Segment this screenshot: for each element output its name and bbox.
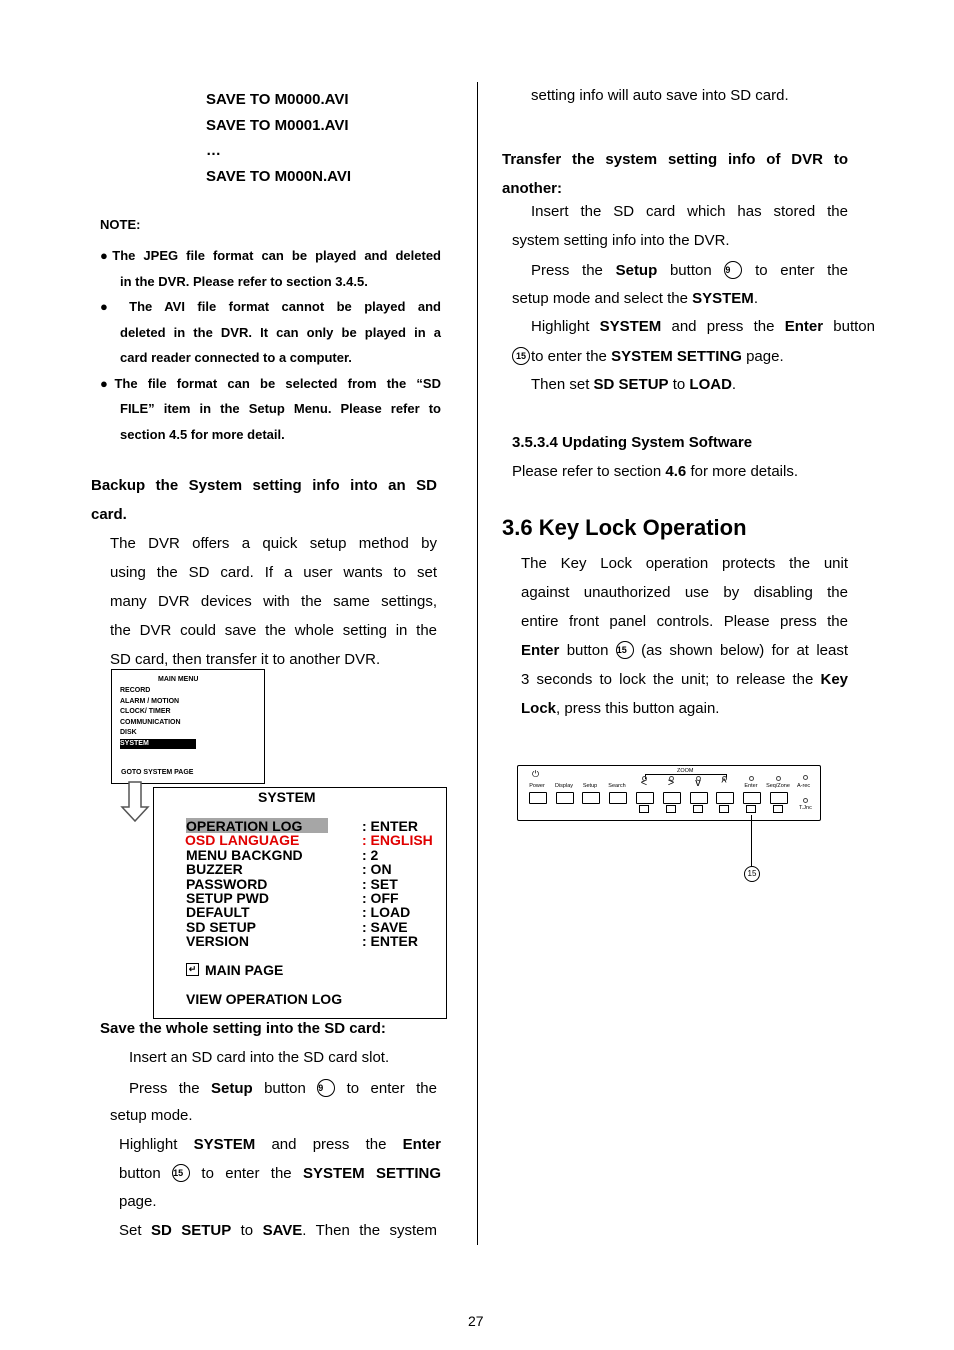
panel-button-label: Setup	[582, 783, 598, 789]
arec-led	[803, 775, 808, 780]
panel-button-label: >	[667, 777, 675, 789]
panel-button[interactable]	[690, 792, 708, 804]
transfer-step-1: Insert the SD card which has stored the	[531, 203, 848, 220]
layout-icon	[773, 805, 783, 813]
main-menu-item-selected: SYSTEM	[120, 739, 196, 750]
down-arrow-icon	[120, 781, 150, 823]
layout-icon	[746, 805, 756, 813]
view-log-label: VIEW OPERATION LOG	[186, 991, 343, 1007]
button-number-icon: 9	[724, 261, 742, 279]
section-title: 3.6 Key Lock Operation	[502, 515, 747, 540]
layout-icon	[719, 805, 729, 813]
panel-led	[669, 776, 674, 781]
panel-button[interactable]	[556, 792, 574, 804]
save-line: SAVE TO M000N.AVI	[206, 167, 352, 185]
panel-button[interactable]	[716, 792, 734, 804]
transfer-heading: Transfer the system setting info of DVR to another:	[502, 151, 848, 197]
system-menu-title: SYSTEM	[258, 789, 316, 805]
continued-line: setting info will auto save into SD card.	[531, 87, 789, 104]
backup-paragraph: The DVR offers a quick setup method by using the SD card. If a user wants to set many DVR devices with the same settings, the DVR could save the whole setting in the SD card, then transfer it to another DVR.	[110, 535, 437, 668]
transfer-step-1-cont: system setting info into the DVR.	[512, 232, 730, 249]
note-list	[100, 243, 441, 447]
main-menu-item: DISK	[120, 729, 137, 736]
system-menu-item-label: VERSION	[186, 933, 250, 950]
panel-button-label: Power	[529, 783, 545, 789]
column-divider	[477, 82, 478, 1245]
save-step-3-line2: button 15 to enter the SYSTEM SETTING	[119, 1165, 442, 1182]
note-item: ●The file format can be selected from the “SD FILE” item in the Setup Menu. Please refer to section 4.5 for more detail.	[100, 375, 441, 442]
save-step-4: Set SD SETUP to SAVE. Then the system	[119, 1222, 437, 1239]
system-menu-item-value: : LOAD	[362, 904, 411, 921]
transfer-step-4: Then set SD SETUP to LOAD.	[531, 376, 737, 393]
transfer-step-2-cont: setup mode and select the SYSTEM.	[512, 290, 758, 307]
note-item: ●The JPEG file format can be played and deleted in the DVR. Please refer to section 3.4.5.	[100, 248, 441, 289]
tjnc-label: T.Jnc	[799, 805, 812, 811]
main-menu-item: RECORD	[120, 687, 151, 694]
power-icon: ⏻	[532, 769, 540, 779]
panel-button-label: Enter	[744, 783, 758, 789]
panel-led	[696, 776, 701, 781]
update-heading: 3.5.3.4 Updating System Software	[512, 434, 753, 451]
main-menu-title: MAIN MENU	[158, 676, 199, 683]
panel-led	[776, 776, 781, 781]
panel-button[interactable]	[609, 792, 627, 804]
system-menu-item-value: : OFF	[362, 890, 399, 906]
panel-button[interactable]	[529, 792, 547, 804]
tjnc-led	[803, 798, 808, 803]
main-menu-item: ALARM / MOTION	[120, 697, 180, 705]
arec-label: A-rec	[797, 783, 811, 789]
bullet-icon: ●	[100, 375, 115, 391]
panel-button-label: Display	[554, 783, 574, 789]
key-lock-paragraph: The Key Lock operation protects the unit against unauthorized use by disabling the entire front panel controls. Please press the Enter button 15 (as shown below) for at least 3 seconds to lock the unit; to release the Key Lock, press this button again.	[521, 555, 849, 717]
transfer-step-3: Highlight SYSTEM and press the Enter button	[531, 318, 875, 335]
note-item: ● The AVI file format cannot be played and deleted in the DVR. It can only be played in a card reader connected to a computer.	[100, 299, 441, 365]
layout-icon	[693, 805, 703, 813]
save-file-list	[206, 87, 351, 189]
callout-line	[751, 815, 752, 867]
system-menu-item-value: : SAVE	[362, 918, 408, 935]
transfer-step-3-cont: 15 to enter the SYSTEM SETTING page.	[512, 346, 784, 368]
panel-button-label: ^	[721, 777, 727, 789]
save-line: SAVE TO M0000.AVI	[206, 91, 349, 108]
system-menu-item-value: : ENGLISH	[362, 832, 433, 849]
button-number-icon: 15	[616, 641, 634, 659]
main-menu-list	[120, 686, 196, 749]
system-menu-item-label: DEFAULT	[186, 904, 250, 921]
return-icon: ↵	[186, 963, 199, 976]
panel-button-label: Seq/Zone	[766, 783, 790, 789]
system-menu-item-value: : ENTER	[362, 933, 418, 950]
button-number-icon: 15	[512, 347, 530, 365]
system-menu-item-value: : SET	[362, 875, 398, 892]
bullet-icon: ●	[100, 299, 117, 314]
system-menu-item-value: : 2	[362, 846, 379, 863]
page-number: 27	[468, 1313, 484, 1329]
system-menu-item-value: : ON	[362, 861, 392, 878]
layout-icon	[666, 805, 676, 813]
system-menu-item-label: SD SETUP	[186, 918, 257, 935]
button-number-icon: 9	[317, 1079, 335, 1097]
panel-button-label: Search	[608, 783, 626, 789]
save-step-1: Insert an SD card into the SD card slot.	[129, 1049, 390, 1066]
panel-button[interactable]	[582, 792, 600, 804]
main-menu-item: CLOCK/ TIMER	[120, 708, 171, 715]
main-page-label: MAIN PAGE	[205, 962, 284, 978]
system-menu-item-label: BUZZER	[186, 861, 243, 878]
panel-led	[749, 776, 754, 781]
system-menu-item-label: SETUP PWD	[186, 890, 269, 906]
system-menu-item-label: MENU BACKGND	[186, 846, 303, 863]
update-text: Please refer to section 4.6 for more details.	[512, 463, 798, 480]
save-line: …	[206, 142, 221, 159]
save-step-3-line3: page.	[119, 1193, 157, 1210]
save-heading: Save the whole setting into the SD card:	[100, 1020, 386, 1037]
save-line: SAVE TO M0001.AVI	[206, 116, 349, 134]
panel-button-label: <	[640, 777, 648, 789]
save-step-2-cont: setup mode.	[110, 1107, 193, 1124]
panel-button-label: v	[695, 777, 701, 789]
zoom-label: ZOOM	[677, 768, 694, 774]
main-menu-item: COMMUNICATION	[120, 718, 181, 726]
main-menu-footer: GOTO SYSTEM PAGE	[121, 769, 194, 776]
layout-icon	[639, 805, 649, 813]
system-menu-item-label: OSD LANGUAGE	[185, 832, 300, 849]
panel-button[interactable]	[770, 792, 788, 804]
panel-button[interactable]	[636, 792, 654, 804]
button-number-icon: 15	[172, 1164, 190, 1182]
system-menu-item-value: : ENTER	[362, 818, 418, 834]
panel-led	[722, 776, 727, 781]
system-menu-item-label: OPERATION LOG	[186, 818, 303, 834]
system-menu-screen	[153, 787, 447, 1019]
panel-led	[642, 776, 647, 781]
note-title: NOTE:	[100, 217, 141, 232]
bullet-icon: ●	[100, 248, 113, 263]
transfer-step-2: Press the Setup button 9 to enter the	[531, 262, 849, 279]
save-step-2: Press the Setup button 9 to enter the	[129, 1080, 437, 1097]
save-step-3: Highlight SYSTEM and press the Enter	[119, 1136, 441, 1153]
panel-button[interactable]	[743, 792, 761, 804]
front-panel	[517, 765, 821, 821]
callout-number-icon: 15	[744, 866, 760, 882]
system-menu-item-label: PASSWORD	[186, 875, 268, 892]
backup-heading: Backup the System setting info into an SD card.	[91, 477, 437, 523]
main-menu-screen	[111, 669, 265, 784]
panel-button[interactable]	[663, 792, 681, 804]
